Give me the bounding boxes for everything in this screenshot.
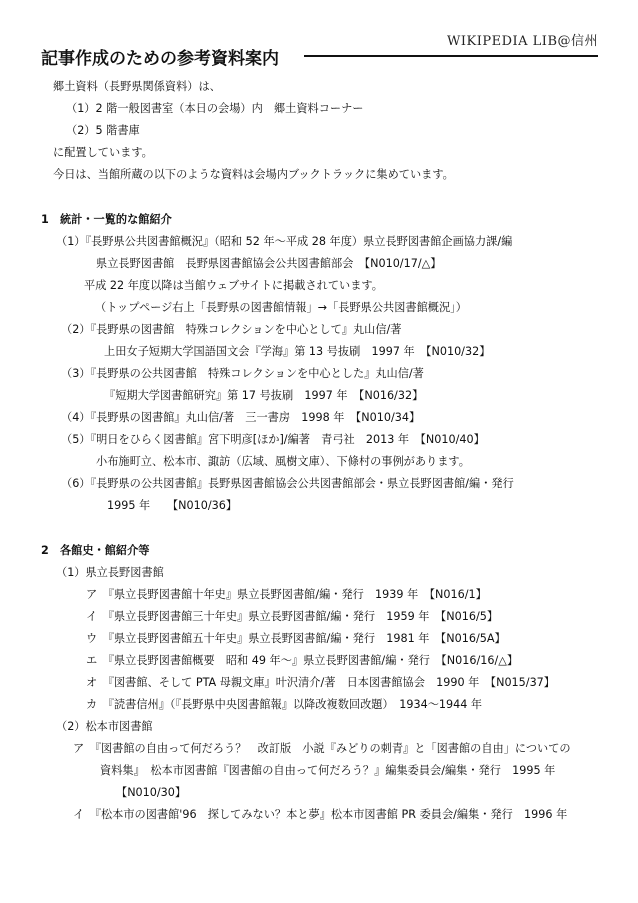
intro-line: 今日は、当館所蔵の以下のような資料は会場内ブックトラックに集めています。 — [53, 168, 454, 181]
entry-line: 資料集』 松本市図書館『図書館の自由って何だろう？』編集委員会/編集・発行 1995 年 — [100, 764, 556, 777]
intro-line: （2）5 階書庫 — [66, 124, 140, 137]
entry-line: （6）『長野県の公共図書館』長野県図書館協会公共図書館部会・県立長野図書館/編・発行 — [61, 477, 514, 490]
entry-line: （5）『明日をひらく図書館』宮下明彦[ほか]/編著 青弓社 2013 年 【N010/40】 — [61, 433, 485, 446]
intro-line: （1）2 階一般図書室（本日の会場）内 郷土資料コーナー — [66, 102, 364, 115]
entry-line: エ 『県立長野図書館概要 昭和 49 年～』県立長野図書館/編・発行 【N016/16/△】 — [86, 654, 519, 667]
entry-line: （1）『長野県公共図書館概況』（昭和 52 年～平成 28 年度）県立長野図書館企画協力課/編 — [56, 235, 513, 248]
intro-line: 郷土資料（長野県関係資料）は、 — [53, 80, 221, 93]
section-heading-2: 2 各館史・館紹介等 — [41, 544, 150, 557]
entry-line: カ 『読書信州』（『長野県中央図書館報』以降改複数回改題） 1934～1944 年 — [86, 698, 483, 711]
entry-line: イ 『松本市の図書館'96 探してみない？本と夢』松本市図書館 PR 委員会/編集・発行 1996 年 — [73, 808, 568, 821]
entry-line: （トップページ右上「長野県の図書館情報」→「長野県公共図書館概況」） — [95, 301, 467, 314]
page-title: 記事作成のための参考資料案内 — [41, 49, 279, 69]
entry-line: 上田女子短期大学国語国文会『学海』第 13 号抜刷 1997 年 【N010/32】 — [104, 345, 491, 358]
brand-logo: WIKIPEDIA LIB@信州 — [447, 34, 598, 49]
entry-line: （4）『長野県の図書館』丸山信/著 三一書房 1998 年 【N010/34】 — [61, 411, 421, 424]
entry-line: 【N010/30】 — [116, 786, 187, 799]
entry-line: ア 『県立長野図書館十年史』県立長野図書館/編・発行 1939 年 【N016/1】 — [86, 588, 487, 601]
entry-line: ウ 『県立長野図書館五十年史』県立長野図書館/編・発行 1981 年 【N016/5A】 — [86, 632, 506, 645]
entry-line: （2）松本市図書館 — [56, 720, 153, 733]
entry-line: オ 『図書館、そして PTA 母親文庫』叶沢清介/著 日本図書館協会 1990 年 【N015/37】 — [86, 676, 555, 689]
entry-line: 平成 22 年度以降は当館ウェブサイトに掲載されています。 — [84, 279, 383, 292]
section-heading-1: 1 統計・一覧的な館紹介 — [41, 213, 172, 226]
entry-line: 小布施町立、松本市、諏訪（広域、風樹文庫）、下條村の事例があります。 — [96, 455, 470, 468]
entry-line: 1995 年 【N010/36】 — [107, 499, 238, 512]
title-rule — [304, 55, 598, 57]
entry-line: （2）『長野県の図書館 特殊コレクションを中心として』丸山信/著 — [61, 323, 402, 336]
entry-line: ア 『図書館の自由って何だろう？ 改訂版 小説『みどりの刺青』と「図書館の自由」についての — [73, 742, 571, 755]
entry-line: （1）県立長野図書館 — [56, 566, 164, 579]
entry-line: （3）『長野県の公共図書館 特殊コレクションを中心とした』丸山信/著 — [61, 367, 424, 380]
entry-line: 県立長野図書館 長野県図書館協会公共図書館部会 【N010/17/△】 — [96, 257, 442, 270]
title-row — [41, 44, 598, 68]
entry-line: 『短期大学図書館研究』第 17 号抜刷 1997 年 【N016/32】 — [104, 389, 424, 402]
entry-line: イ 『県立長野図書館三十年史』県立長野図書館/編・発行 1959 年 【N016/5】 — [86, 610, 499, 623]
intro-line: に配置しています。 — [53, 146, 153, 159]
